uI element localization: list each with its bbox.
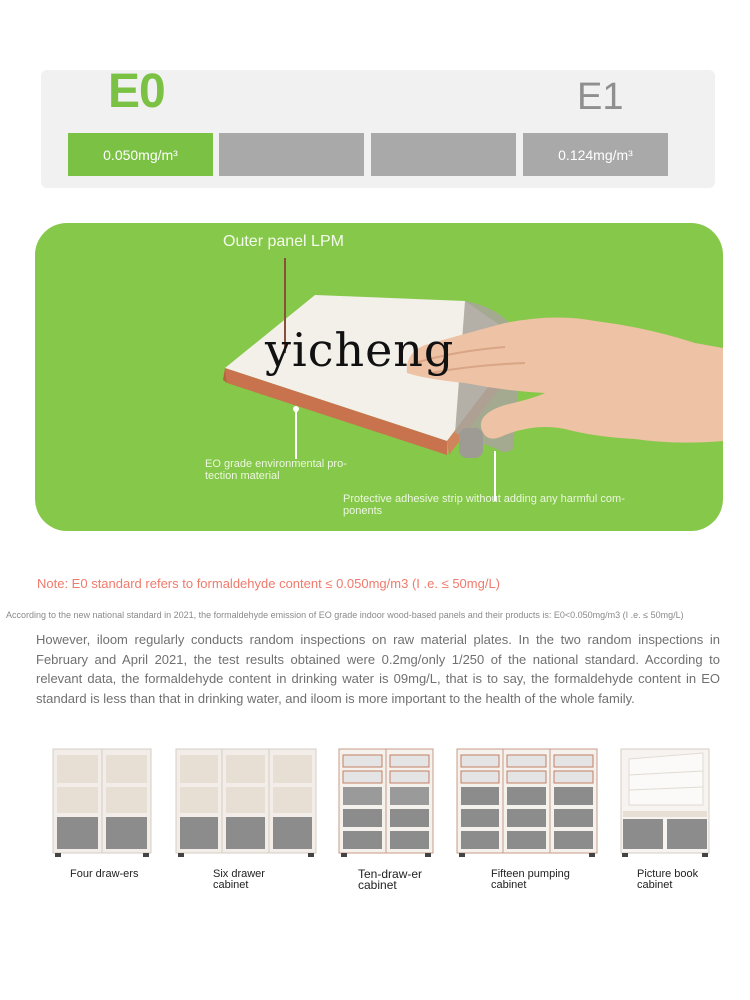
e0-material-label: EO grade environmental pro-tection material [205, 458, 347, 482]
cabinet-picture-book [619, 745, 711, 891]
board-illustration [35, 223, 723, 531]
scale-segment-e0: 0.050mg/m³ [68, 133, 213, 176]
cabinet-four-drawers [52, 745, 152, 880]
picture-book-cabinet-image [619, 745, 711, 857]
formaldehyde-scale [41, 65, 715, 188]
scale-segment-e1: 0.124mg/m³ [523, 133, 668, 176]
six-drawer-cabinet-image [175, 745, 317, 857]
cabinet-label-picture-book: Picture book cabinet [637, 868, 699, 891]
ten-drawer-cabinet-image [338, 745, 434, 857]
outer-panel-label: Outer panel LPM [223, 233, 344, 250]
cabinet-label-four: Four draw-ers [70, 868, 139, 880]
scale-segment-mid-1 [219, 133, 364, 176]
adhesive-strip-label: Protective adhesive strip without adding any harmful com-ponents [343, 493, 625, 517]
national-standard-fineprint: According to the new national standard in 2021, the formaldehyde emission of EO grade indoor wood-based panels and their products is: E0<0.050mg/m3 (I .e. ≤ 50mg/L) [6, 610, 684, 620]
e0-standard-note: Note: E0 standard refers to formaldehyde content ≤ 0.050mg/m3 (I .e. ≤ 50mg/L) [37, 576, 501, 591]
cabinet-six-drawers [175, 745, 317, 891]
inspection-paragraph: However, iloom regularly conducts random inspections on raw material plates. In the two random inspections in February and April 2021, the test results obtained were 0.2mg/only 1/250 of the national standard. According to relevant data, the formaldehyde content in drinking water is 09mg/L, that is to say, the formaldehyde content in EO standard is less than that in drinking water, and iloom is more important to the health of the whole family. [36, 632, 720, 706]
cabinet-fifteen-drawers [456, 745, 598, 891]
fifteen-drawer-cabinet-image [456, 745, 598, 857]
grade-e0-label: E0 [108, 65, 165, 118]
four-drawer-cabinet-image [52, 745, 152, 857]
grade-e1-label: E1 [577, 76, 624, 118]
cabinet-label-ten: Ten-draw-er cabinet [358, 867, 423, 892]
scale-segment-mid-2 [371, 133, 516, 176]
cabinet-label-fifteen: Fifteen pumping cabinet [491, 868, 570, 891]
cabinet-ten-drawers [338, 745, 434, 892]
material-panel [35, 223, 723, 531]
watermark: yicheng [265, 323, 455, 377]
cabinet-label-six: Six drawer cabinet [213, 868, 265, 891]
